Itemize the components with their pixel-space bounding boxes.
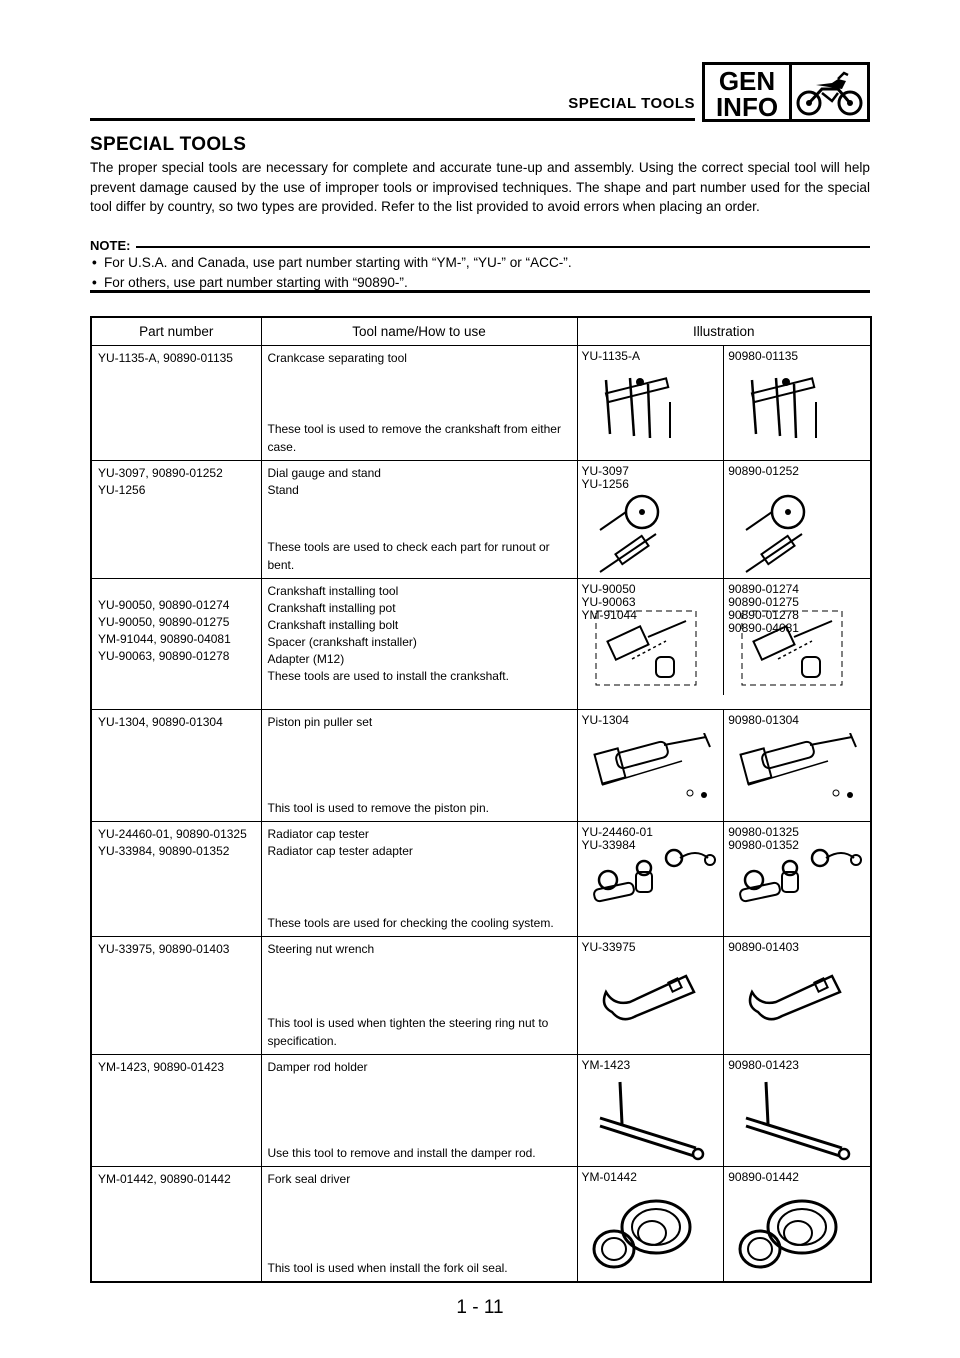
illustration-other [724, 937, 870, 1054]
table-row [91, 579, 871, 710]
piston-pin-puller-icon [732, 733, 862, 817]
table-row [91, 1055, 871, 1167]
note-bottom-rule [90, 290, 870, 293]
tool-name: Crankshaft installing pot [267, 601, 396, 615]
illustration-usa [578, 1167, 725, 1281]
table-row [91, 710, 871, 822]
badge-icon-box [790, 62, 870, 122]
illustration-usa [578, 579, 725, 695]
badge-line-1: GEN [718, 66, 776, 96]
header-tool-name: Tool name/How to use [261, 317, 577, 346]
tool-name-cell [261, 346, 577, 461]
illustration-cell [577, 937, 871, 1055]
tool-name: Damper rod holder [267, 1060, 368, 1074]
table-row [91, 822, 871, 937]
part-number-cell [91, 346, 261, 461]
illustration-other [724, 461, 870, 578]
part-number: YU-1256 [98, 483, 146, 497]
tool-name-cell [261, 710, 577, 822]
tool-name: Radiator cap tester [267, 827, 369, 841]
crankshaft-installer-icon [586, 607, 716, 691]
damper-rod-holder-icon [586, 1078, 716, 1162]
fork-seal-driver-icon [586, 1193, 716, 1277]
illustration-code: 90890-01252 [728, 464, 799, 478]
illustration-usa [578, 822, 725, 936]
part-number: YU-1135-A, 90890-01135 [98, 351, 233, 365]
table-header-row [91, 317, 871, 346]
illustration-usa [578, 937, 725, 1054]
illustration-code: YU-90050 YU-90063 YM-91044 [581, 582, 637, 622]
part-number-cell [91, 1055, 261, 1167]
tool-name-cell [261, 1055, 577, 1167]
illustration-usa [578, 710, 725, 821]
note-item: • For others, use part number starting with “90890-”. [90, 273, 870, 293]
illustration-code: YU-33975 [581, 940, 636, 954]
illustration-other [724, 822, 870, 936]
tool-name: Stand [267, 483, 299, 497]
tool-name: These tools are used to install the crankshaft. [267, 669, 509, 683]
section-title: SPECIAL TOOLS [568, 95, 695, 112]
tool-name: Crankshaft installing tool [267, 584, 399, 598]
gen-info-badge [702, 62, 792, 122]
illustration-code: 90980-01325 90980-01352 [728, 825, 799, 852]
part-number: YU-90050, 90890-01275 [98, 615, 230, 629]
table-row [91, 461, 871, 579]
note-item: • For U.S.A. and Canada, use part number starting with “YM-”, “YU-” or “ACC-”. [90, 253, 870, 273]
table-row [91, 937, 871, 1055]
tool-name-cell [261, 1167, 577, 1283]
badge-line-2: INFO [715, 92, 779, 122]
tool-name: Piston pin puller set [267, 715, 373, 729]
part-number: YU-90050, 90890-01274 [98, 598, 230, 612]
illustration-code: YM-01442 [581, 1170, 637, 1184]
note-rule [136, 246, 870, 248]
tool-name-cell [261, 822, 577, 937]
illustration-usa [578, 461, 725, 578]
note-list [90, 253, 870, 293]
radiator-cap-tester-icon [586, 848, 716, 932]
header-illustration: Illustration [577, 317, 871, 346]
part-number: YM-01442, 90890-01442 [98, 1172, 231, 1186]
part-number: YU-33984, 90890-01352 [98, 844, 230, 858]
note-label: NOTE: [90, 238, 131, 253]
tool-name: Crankshaft installing bolt [267, 618, 399, 632]
part-number-cell [91, 1167, 261, 1283]
table-body [91, 346, 871, 1283]
table-row [91, 1167, 871, 1283]
tool-name: Steering nut wrench [267, 942, 375, 956]
part-number: YM-1423, 90890-01423 [98, 1060, 225, 1074]
illustration-other [724, 346, 870, 460]
illustration-code: 90980-01304 [728, 713, 799, 727]
illustration-code: YM-1423 [581, 1058, 631, 1072]
part-number-cell [91, 937, 261, 1055]
part-number: YU-3097, 90890-01252 [98, 466, 223, 480]
dial-gauge-icon [732, 490, 862, 574]
part-number: YU-33975, 90890-01403 [98, 942, 230, 956]
tool-name: Fork seal driver [267, 1172, 351, 1186]
illustration-usa [578, 1055, 725, 1166]
part-number-cell [91, 461, 261, 579]
steering-nut-wrench-icon [732, 966, 862, 1050]
tool-usage: This tool is used when install the fork oil seal. [267, 1261, 508, 1275]
tool-name: Radiator cap tester adapter [267, 844, 413, 858]
tool-usage: This tool is used to remove the piston pin. [267, 801, 489, 815]
page-title: SPECIAL TOOLS [90, 134, 247, 155]
intro-paragraph: The proper special tools are necessary for complete and accurate tune-up and assembly. Using the correct special tool will help prevent damage caused by the use of improper tools or improvised techniques. The shape and part number used for the special tool differ by country, so two types are provided. Refer to the list provided to avoid errors when placing an order. [90, 160, 870, 214]
illustration-code: YU-1304 [581, 713, 629, 727]
crankcase-separator-icon [586, 372, 716, 456]
illustration-other [724, 579, 870, 695]
illustration-cell [577, 1055, 871, 1167]
crankshaft-installer-icon [732, 607, 862, 691]
tool-name: Dial gauge and stand [267, 466, 381, 480]
illustration-cell [577, 346, 871, 461]
illustration-cell [577, 1167, 871, 1283]
tool-name-cell [261, 937, 577, 1055]
steering-nut-wrench-icon [586, 966, 716, 1050]
illustration-usa [578, 346, 725, 460]
tool-name: Crankcase separating tool [267, 351, 407, 365]
part-number: YU-1304, 90890-01304 [98, 715, 223, 729]
page-header [90, 62, 870, 124]
tool-name-cell [261, 579, 577, 710]
dial-gauge-icon [586, 490, 716, 574]
tool-usage: This tool is used when tighten the steering ring nut to specification. [267, 1016, 549, 1048]
part-number: YU-90063, 90890-01278 [98, 649, 230, 663]
table-row [91, 346, 871, 461]
illustration-cell [577, 710, 871, 822]
illustration-cell [577, 461, 871, 579]
radiator-cap-tester-icon [732, 848, 862, 932]
illustration-cell [577, 822, 871, 937]
part-number-cell [91, 822, 261, 937]
tool-usage: These tools are used to check each part for runout or bent. [267, 540, 550, 572]
illustration-code: 90890-01403 [728, 940, 799, 954]
piston-pin-puller-icon [586, 733, 716, 817]
fork-seal-driver-icon [732, 1193, 862, 1277]
dirt-bike-icon [792, 67, 866, 121]
part-number: YU-24460-01, 90890-01325 [98, 827, 247, 841]
illustration-other [724, 1055, 870, 1166]
illustration-code: YU-1135-A [581, 349, 640, 363]
illustration-code: 90890-01274 90890-01275 90890-01278 90890-04081 [728, 582, 799, 635]
illustration-other [724, 1167, 870, 1281]
illustration-code: YU-24460-01 YU-33984 [581, 825, 653, 852]
illustration-code: 90980-01135 [728, 349, 799, 363]
header-rule [90, 118, 695, 121]
illustration-other [724, 710, 870, 821]
page-number: 1 - 11 [456, 1297, 504, 1318]
damper-rod-holder-icon [732, 1078, 862, 1162]
part-number-cell [91, 710, 261, 822]
tool-usage: These tool is used to remove the crankshaft from either case. [267, 422, 561, 454]
illustration-code: 90980-01423 [728, 1058, 799, 1072]
tool-name: Spacer (crankshaft installer) [267, 635, 417, 649]
part-number-cell [91, 579, 261, 710]
tool-name-cell [261, 461, 577, 579]
tool-name: Adapter (M12) [267, 652, 345, 666]
special-tools-table [90, 316, 872, 1283]
illustration-cell [577, 579, 871, 710]
illustration-code: YU-3097 YU-1256 [581, 464, 629, 491]
part-number: YM-91044, 90890-04081 [98, 632, 231, 646]
tool-usage: These tools are used for checking the cooling system. [267, 916, 554, 930]
illustration-code: 90890-01442 [728, 1170, 799, 1184]
tool-usage: Use this tool to remove and install the damper rod. [267, 1146, 536, 1160]
crankcase-separator-icon [732, 372, 862, 456]
header-part-number: Part number [91, 317, 261, 346]
